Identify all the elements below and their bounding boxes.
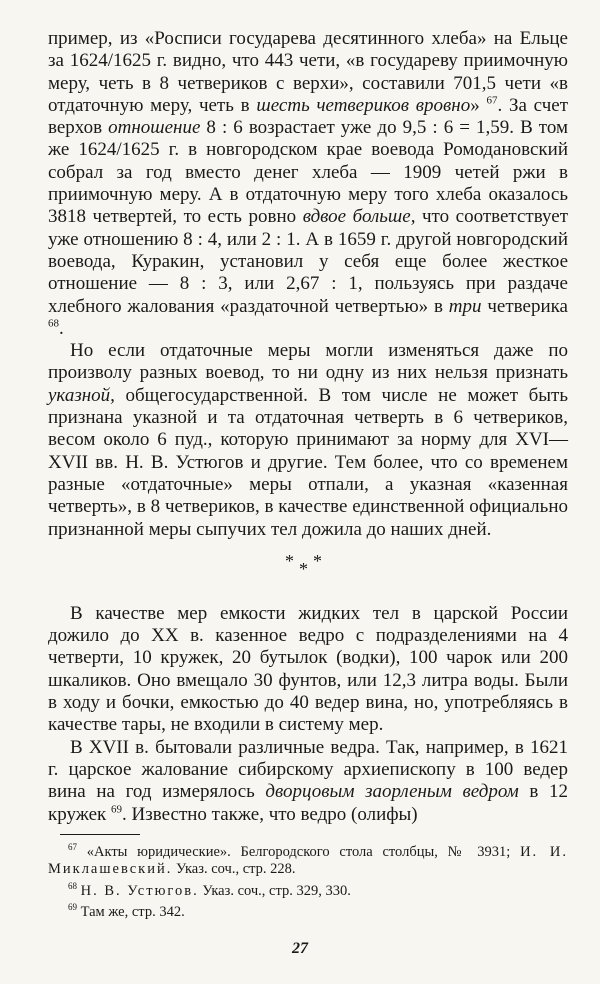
italic-run: указной, (48, 384, 115, 406)
footnote-text: Там же, стр. 342. (80, 904, 185, 921)
footnote-author: Н. В. Устюгов. (80, 882, 199, 899)
footnote-rest: Указ. соч., стр. 329, 330. (198, 882, 351, 899)
paragraph-4 (48, 737, 568, 826)
text-run: В качестве мер емкости жидких тел в царской России дожило до XX в. казенное ведро с подразделениями на 4 четверти, 10 кружек, 20 бутылок (водки), 100 чарок или 200 шкаликов. Оно вмещало 30 фунтов, или 12,3 литра воды. Были в ходу и бочки, емкостью до 40 ведер вина, но, употребляясь в качестве тары, не входили в систему мер. (48, 602, 568, 736)
separator-star: * (299, 558, 308, 579)
italic-run: шесть четвериков вровно (256, 94, 471, 116)
separator-star: * (285, 550, 294, 571)
italic-run: дворцовым заорленым ведром (265, 781, 519, 803)
footnote-67 (48, 839, 568, 878)
page-number: 27 (292, 940, 308, 957)
footnote-marker: 68 (68, 880, 77, 891)
text-run: . (59, 317, 64, 339)
footnote-ref: 68 (48, 317, 59, 330)
footnote-ref: 69 (111, 803, 123, 816)
italic-run: отношение (108, 117, 201, 139)
text-run: Но если отдаточные меры могли изменяться даже по произволу разных воевод, то ни одну из них нельзя признать (48, 340, 568, 384)
text-run: что соответствует уже отношению 8 : 4, или 2 : 1. А в 1659 г. другой новгородский воевода, Куракин, установил у себя еще более жесткое отношение — 8 : 3, или 2,67 : 1, пользуясь при раздаче хлебного жалования «раздаточной четвертью» в (48, 206, 568, 317)
page-body (48, 28, 568, 921)
footnote-text: «Акты юридические». Белгородского стола столбцы, № 3931; (86, 843, 521, 860)
footnote-rest: Указ. соч., стр. 228. (172, 860, 296, 877)
paragraph-3 (48, 603, 568, 737)
text-run: пример, из «Росписи государева десятинного хлеба» на Ельце за 1624/1625 г. видно, что 443 чети, «в государеву приимочную меру, четь в 8 четвериков с верхи», составили 701,5 чети «в отдаточную меру, четь в (48, 28, 568, 116)
footnote-marker: 69 (68, 902, 77, 913)
separator-star: * (313, 550, 322, 571)
footnote-ref: 67 (486, 94, 498, 107)
italic-run: вдвое больше, (302, 206, 416, 228)
text-run: В XVII в. бытовали различные ведра. Так, например, в 1621 г. царское жалование сибирскому архиепископу в 100 ведер вина на год измерялось (48, 736, 568, 803)
footnote-68 (48, 878, 568, 900)
text-run: . Известно также, что ведро (олифы) (122, 803, 418, 825)
footnote-marker: 67 (68, 841, 77, 852)
section-separator (48, 551, 568, 579)
paragraph-1 (48, 28, 568, 340)
paragraph-2 (48, 340, 568, 541)
italic-run: три (448, 295, 482, 317)
text-run: четверика (481, 295, 568, 317)
text-run: » (470, 94, 487, 116)
footnote-rule (60, 834, 140, 835)
text-run: в 12 кружек (48, 781, 568, 825)
text-run: . За счет верхов (48, 94, 569, 139)
footnote-author: И. И. Миклашевский. (48, 843, 569, 877)
text-run: 8 : 6 возрастает уже до 9,5 : 6 = 1,59. В том же 1624/1625 г. в новгородском крае воевода Ромодановский собрал за год вместо денег хлеба — 1909 четей ржи в приимочную меру. А в отдаточную меру того хлеба оказалось 3818 четвертей, то есть ровно (48, 117, 568, 228)
text-run: общегосударственной. В том числе не может быть признана указной и та отдаточная четверть в 6 четвериков, весом около 6 пуд., которую принимают за норму для XVI—XVII вв. Н. В. Устюгов и другие. Тем более, что со временем разные «отдаточные» меры отпали, а указная «казенная четверть», в 8 четвериков, в качестве единственной официально признанной меры сыпучих тел дожила до наших дней. (48, 384, 568, 540)
footnote-69 (48, 899, 568, 921)
